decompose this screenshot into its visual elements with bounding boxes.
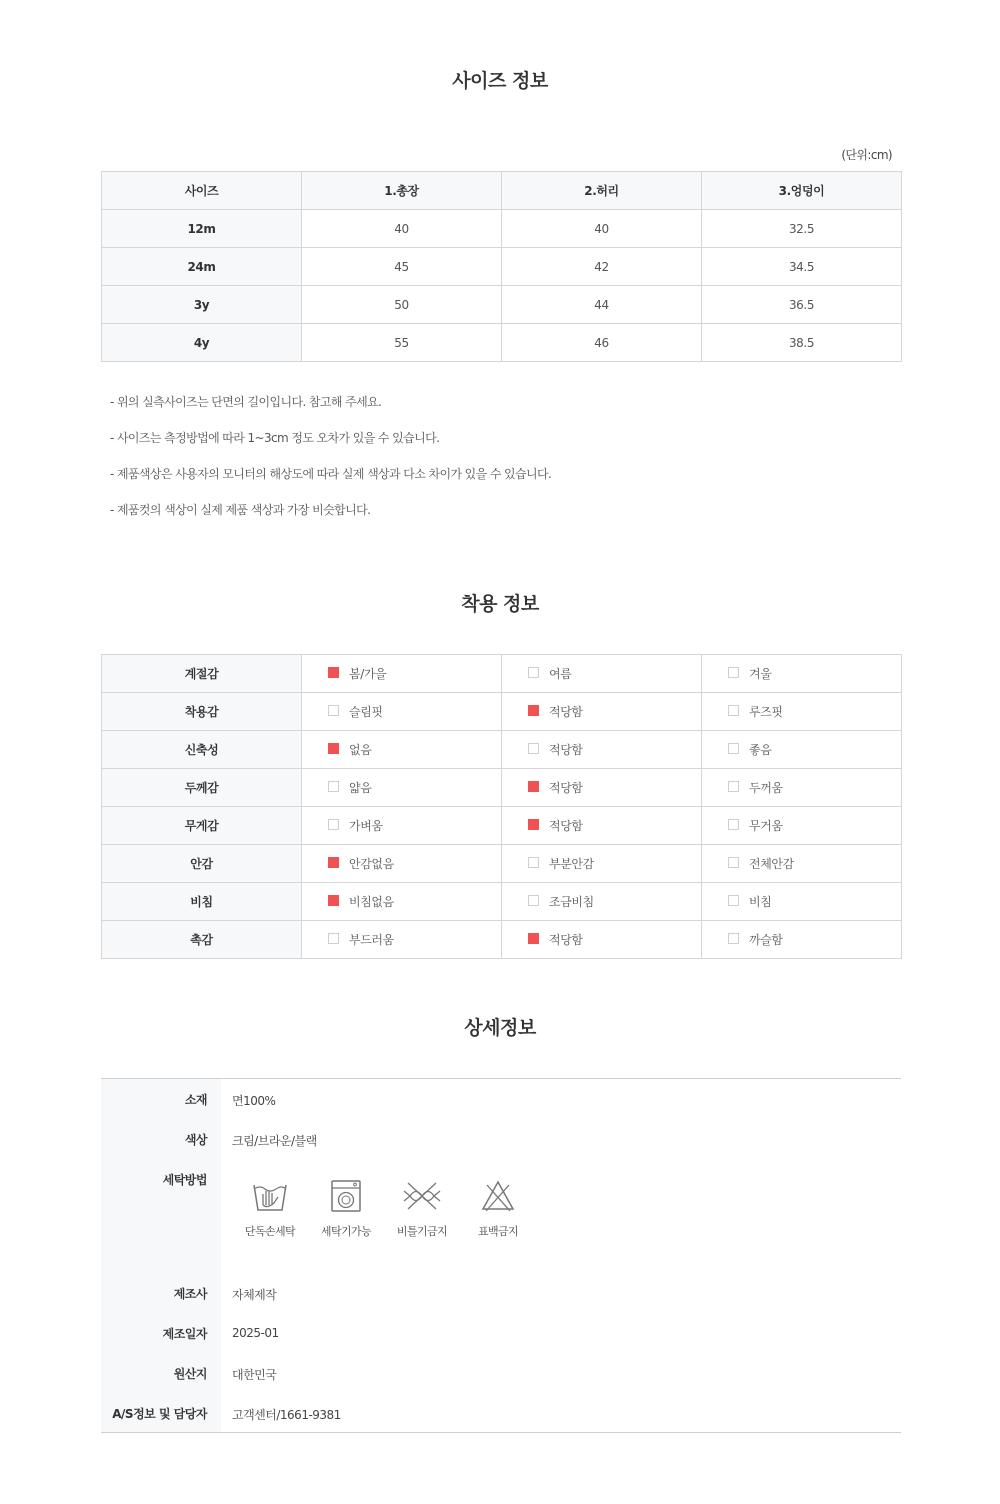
unchecked-box-icon xyxy=(328,819,339,830)
fit-row-label: 착용감 xyxy=(102,693,302,731)
note-item: - 제품색상은 사용자의 모니터의 해상도에 따라 실제 색상과 다소 차이가 있을 수 있습니다. xyxy=(110,467,552,481)
table-cell: 44 xyxy=(502,286,702,324)
detail-table xyxy=(101,1078,901,1433)
fit-option-label: 조금비침 xyxy=(549,895,594,909)
detail-row-origin xyxy=(101,1353,901,1393)
fit-option xyxy=(302,693,502,731)
detail-row-washing xyxy=(101,1159,901,1273)
unchecked-box-icon xyxy=(328,781,339,792)
detail-info-title: 상세정보 xyxy=(464,1017,536,1039)
fit-option xyxy=(502,921,702,959)
wash-caption: 표백금지 xyxy=(477,1224,519,1238)
size-label: 4y xyxy=(102,324,302,362)
fit-option-label: 겨울 xyxy=(749,667,772,681)
fit-row-label: 안감 xyxy=(102,845,302,883)
fit-option-label: 안감없음 xyxy=(349,857,394,871)
unchecked-box-icon xyxy=(728,857,739,868)
unchecked-box-icon xyxy=(528,895,539,906)
fit-option-label: 부분안감 xyxy=(549,857,594,871)
fit-option xyxy=(702,769,902,807)
fit-option-label: 슬림핏 xyxy=(349,705,383,719)
checked-box-icon xyxy=(528,705,539,716)
fit-option-label: 부드러움 xyxy=(349,933,394,947)
date-label: 제조일자 xyxy=(101,1313,221,1353)
table-cell: 46 xyxy=(502,324,702,362)
size-label: 24m xyxy=(102,248,302,286)
fit-info-title: 착용 정보 xyxy=(461,593,539,615)
fit-option xyxy=(702,731,902,769)
size-label: 12m xyxy=(102,210,302,248)
fit-option-label: 없음 xyxy=(349,743,372,757)
fit-row xyxy=(102,883,902,921)
note-item: - 위의 실측사이즈는 단면의 길이입니다. 참고해 주세요. xyxy=(110,395,382,409)
hand-wash-icon xyxy=(252,1179,288,1213)
fit-option-label: 적당함 xyxy=(549,781,583,795)
material-label: 소재 xyxy=(101,1079,221,1119)
origin-label: 원산지 xyxy=(101,1353,221,1393)
wash-item xyxy=(232,1179,308,1239)
fit-row xyxy=(102,731,902,769)
fit-option xyxy=(502,693,702,731)
fit-option-label: 적당함 xyxy=(549,933,583,947)
unchecked-box-icon xyxy=(728,819,739,830)
material-value: 면100% xyxy=(232,1094,276,1108)
table-cell: 45 xyxy=(302,248,502,286)
no-bleach-icon xyxy=(480,1179,516,1213)
no-wring-icon xyxy=(402,1179,442,1213)
fit-option xyxy=(502,769,702,807)
fit-option-label: 전체안감 xyxy=(749,857,794,871)
fit-row xyxy=(102,693,902,731)
date-value: 2025-01 xyxy=(232,1325,279,1340)
fit-option xyxy=(702,845,902,883)
size-info-title: 사이즈 정보 xyxy=(452,70,548,92)
detail-row-as xyxy=(101,1393,901,1433)
fit-option xyxy=(502,655,702,693)
as-value: 고객센터/1661-9381 xyxy=(232,1407,341,1422)
unchecked-box-icon xyxy=(728,895,739,906)
fit-option xyxy=(702,655,902,693)
fit-row xyxy=(102,921,902,959)
fit-row xyxy=(102,769,902,807)
fit-option xyxy=(302,769,502,807)
checked-box-icon xyxy=(328,895,339,906)
table-row xyxy=(102,324,902,362)
wash-caption: 비틀기금지 xyxy=(396,1224,448,1238)
fit-option-label: 여름 xyxy=(549,667,572,681)
fit-option xyxy=(302,921,502,959)
unchecked-box-icon xyxy=(728,933,739,944)
table-cell: 50 xyxy=(302,286,502,324)
wash-caption: 세탁기가능 xyxy=(320,1224,372,1238)
size-notes xyxy=(110,393,551,537)
size-table xyxy=(101,171,902,362)
checked-box-icon xyxy=(528,933,539,944)
detail-row-manufacturer xyxy=(101,1273,901,1313)
washing-label: 세탁방법 xyxy=(101,1159,221,1273)
note-item: - 제품컷의 색상이 실제 제품 색상과 가장 비슷합니다. xyxy=(110,503,371,517)
fit-option xyxy=(502,883,702,921)
table-cell: 55 xyxy=(302,324,502,362)
washing-icons xyxy=(221,1159,901,1273)
fit-option-label: 까슬함 xyxy=(749,933,783,947)
table-row xyxy=(102,210,902,248)
table-row xyxy=(102,286,902,324)
as-label: A/S정보 및 담당자 xyxy=(101,1393,221,1433)
fit-option-label: 좋음 xyxy=(749,743,772,757)
detail-row-color xyxy=(101,1119,901,1159)
fit-row-label: 신축성 xyxy=(102,731,302,769)
fit-option-label: 적당함 xyxy=(549,705,583,719)
fit-option-label: 적당함 xyxy=(549,743,583,757)
detail-row-date xyxy=(101,1313,901,1353)
fit-table xyxy=(101,654,902,959)
color-label: 색상 xyxy=(101,1119,221,1159)
fit-row-label: 촉감 xyxy=(102,921,302,959)
fit-option-label: 가벼움 xyxy=(349,819,383,833)
fit-row-label: 무게감 xyxy=(102,807,302,845)
unchecked-box-icon xyxy=(328,705,339,716)
fit-option xyxy=(302,655,502,693)
wash-caption: 단독손세탁 xyxy=(244,1224,296,1238)
header-size: 사이즈 xyxy=(102,172,302,210)
manufacturer-label: 제조사 xyxy=(101,1273,221,1313)
fit-row xyxy=(102,655,902,693)
unchecked-box-icon xyxy=(328,933,339,944)
table-cell: 40 xyxy=(502,210,702,248)
fit-option xyxy=(702,807,902,845)
origin-value: 대한민국 xyxy=(232,1367,277,1382)
fit-option-label: 얇음 xyxy=(349,781,372,795)
fit-option xyxy=(702,883,902,921)
wash-item xyxy=(308,1179,384,1239)
table-cell: 34.5 xyxy=(702,248,902,286)
checked-box-icon xyxy=(328,857,339,868)
table-row xyxy=(102,248,902,286)
fit-option xyxy=(302,807,502,845)
fit-row xyxy=(102,845,902,883)
fit-option-label: 봄/가을 xyxy=(349,667,387,681)
fit-option-label: 비침없음 xyxy=(349,895,394,909)
fit-option-label: 루즈핏 xyxy=(749,705,783,719)
checked-box-icon xyxy=(528,781,539,792)
fit-option-label: 무거움 xyxy=(749,819,783,833)
table-cell: 36.5 xyxy=(702,286,902,324)
fit-option xyxy=(702,693,902,731)
fit-option xyxy=(702,921,902,959)
wash-item xyxy=(460,1179,536,1239)
fit-option xyxy=(502,807,702,845)
manufacturer-value: 자체제작 xyxy=(232,1287,277,1302)
unchecked-box-icon xyxy=(728,667,739,678)
table-cell: 38.5 xyxy=(702,324,902,362)
fit-option xyxy=(302,731,502,769)
unchecked-box-icon xyxy=(528,743,539,754)
fit-option xyxy=(302,883,502,921)
note-item: - 사이즈는 측정방법에 따라 1~3cm 정도 오차가 있을 수 있습니다. xyxy=(110,431,440,445)
size-label: 3y xyxy=(102,286,302,324)
unchecked-box-icon xyxy=(728,705,739,716)
color-value: 크림/브라운/블랙 xyxy=(232,1133,317,1148)
fit-option-label: 두꺼움 xyxy=(749,781,783,795)
machine-wash-icon xyxy=(328,1179,364,1213)
table-cell: 42 xyxy=(502,248,702,286)
table-cell: 40 xyxy=(302,210,502,248)
fit-row-label: 비침 xyxy=(102,883,302,921)
size-table-header xyxy=(102,172,902,210)
header-hip: 3.엉덩이 xyxy=(702,172,902,210)
fit-option-label: 적당함 xyxy=(549,819,583,833)
unchecked-box-icon xyxy=(528,857,539,868)
checked-box-icon xyxy=(528,819,539,830)
table-cell: 32.5 xyxy=(702,210,902,248)
unchecked-box-icon xyxy=(528,667,539,678)
fit-row-label: 두께감 xyxy=(102,769,302,807)
wash-item xyxy=(384,1179,460,1239)
fit-option-label: 비침 xyxy=(749,895,772,909)
header-length: 1.총장 xyxy=(302,172,502,210)
fit-row-label: 계절감 xyxy=(102,655,302,693)
header-waist: 2.허리 xyxy=(502,172,702,210)
fit-option xyxy=(302,845,502,883)
fit-row xyxy=(102,807,902,845)
fit-option xyxy=(502,731,702,769)
fit-option xyxy=(502,845,702,883)
unchecked-box-icon xyxy=(728,781,739,792)
unchecked-box-icon xyxy=(728,743,739,754)
unit-label: (단위:cm) xyxy=(841,148,892,162)
checked-box-icon xyxy=(328,743,339,754)
checked-box-icon xyxy=(328,667,339,678)
detail-row-material xyxy=(101,1079,901,1119)
